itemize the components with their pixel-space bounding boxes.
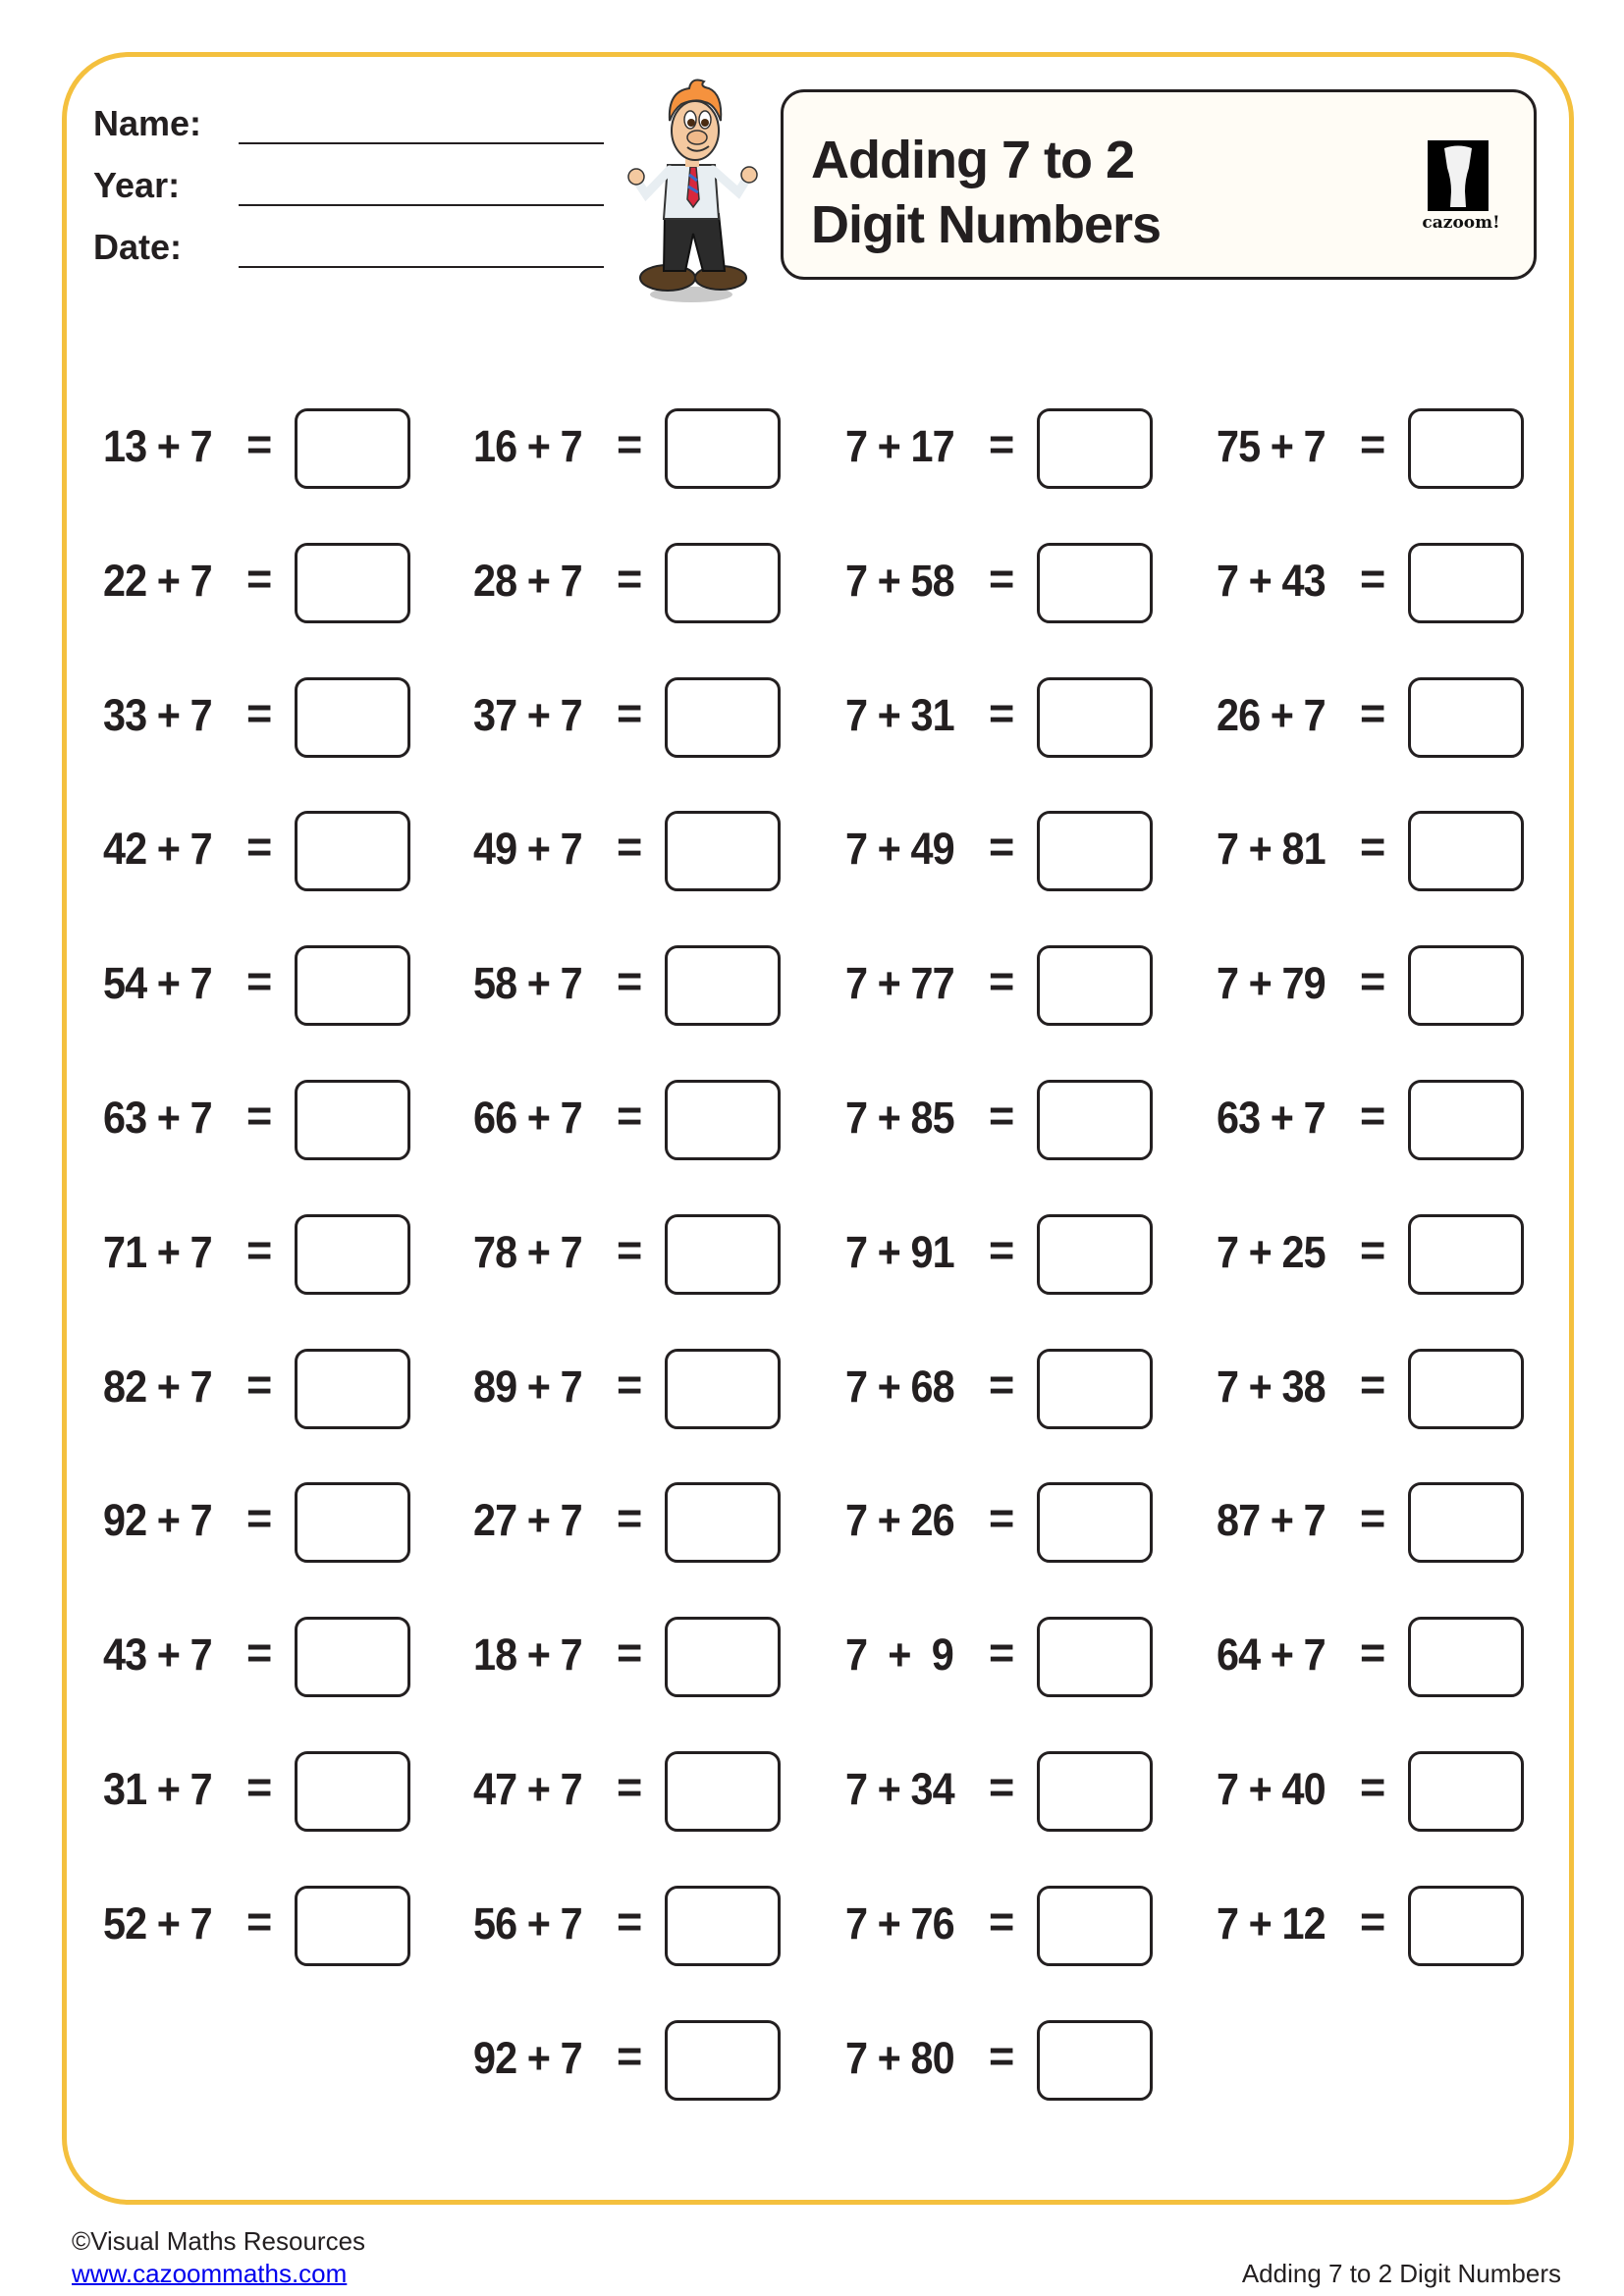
problem-expression: 27 + 7 bbox=[473, 1495, 582, 1545]
problem-expression: 63 + 7 bbox=[103, 1093, 212, 1143]
answer-box[interactable] bbox=[665, 677, 781, 758]
answer-box[interactable] bbox=[295, 543, 410, 623]
answer-box[interactable] bbox=[665, 1080, 781, 1160]
equals-sign: = bbox=[989, 419, 1015, 469]
answer-box[interactable] bbox=[295, 1482, 410, 1563]
problem-item bbox=[103, 408, 410, 489]
equals-sign: = bbox=[246, 1896, 273, 1947]
answer-box[interactable] bbox=[295, 1751, 410, 1832]
problem-item bbox=[103, 677, 410, 758]
answer-box[interactable] bbox=[1037, 2020, 1153, 2101]
answer-box[interactable] bbox=[295, 1617, 410, 1697]
year-field[interactable] bbox=[239, 204, 604, 206]
equals-sign: = bbox=[246, 822, 273, 872]
problem-expression: 7 + 68 bbox=[845, 1362, 954, 1412]
answer-box[interactable] bbox=[295, 1080, 410, 1160]
equals-sign: = bbox=[989, 554, 1015, 604]
problem-item bbox=[473, 677, 781, 758]
problem-expression: 56 + 7 bbox=[473, 1898, 582, 1949]
problem-item bbox=[845, 408, 1153, 489]
answer-box[interactable] bbox=[1408, 811, 1524, 891]
answer-box[interactable] bbox=[1037, 1349, 1153, 1429]
problem-item bbox=[845, 811, 1153, 891]
problem-item bbox=[103, 1886, 410, 1966]
problem-item bbox=[103, 1482, 410, 1563]
answer-box[interactable] bbox=[665, 543, 781, 623]
equals-sign: = bbox=[246, 1091, 273, 1141]
equals-sign: = bbox=[989, 956, 1015, 1006]
problem-item bbox=[103, 1751, 410, 1832]
equals-sign: = bbox=[617, 554, 643, 604]
equals-sign: = bbox=[989, 688, 1015, 738]
problem-item bbox=[845, 1349, 1153, 1429]
problem-item bbox=[103, 945, 410, 1026]
problem-item bbox=[1217, 543, 1524, 623]
problem-item bbox=[845, 2020, 1153, 2101]
equals-sign: = bbox=[1360, 1762, 1386, 1812]
equals-sign: = bbox=[246, 1493, 273, 1543]
problem-item bbox=[103, 1617, 410, 1697]
problem-item bbox=[1217, 1214, 1524, 1295]
equals-sign: = bbox=[1360, 822, 1386, 872]
problem-item bbox=[473, 1482, 781, 1563]
answer-box[interactable] bbox=[665, 945, 781, 1026]
equals-sign: = bbox=[617, 822, 643, 872]
problem-expression: 13 + 7 bbox=[103, 421, 212, 471]
answer-box[interactable] bbox=[295, 1886, 410, 1966]
answer-box[interactable] bbox=[295, 1214, 410, 1295]
problem-expression: 7 + 17 bbox=[845, 421, 954, 471]
problem-item bbox=[473, 1617, 781, 1697]
equals-sign: = bbox=[989, 1091, 1015, 1141]
equals-sign: = bbox=[617, 1360, 643, 1410]
equals-sign: = bbox=[246, 1628, 273, 1678]
answer-box[interactable] bbox=[295, 1349, 410, 1429]
problem-item bbox=[473, 408, 781, 489]
equals-sign: = bbox=[1360, 956, 1386, 1006]
answer-box[interactable] bbox=[1037, 1617, 1153, 1697]
answer-box[interactable] bbox=[1037, 1214, 1153, 1295]
copyright-text: ©Visual Maths Resources bbox=[72, 2226, 366, 2256]
problem-expression: 71 + 7 bbox=[103, 1227, 212, 1277]
problem-item bbox=[845, 677, 1153, 758]
answer-box[interactable] bbox=[665, 1349, 781, 1429]
problem-item bbox=[473, 1751, 781, 1832]
answer-box[interactable] bbox=[1037, 1886, 1153, 1966]
title-box bbox=[781, 89, 1537, 280]
equals-sign: = bbox=[1360, 1091, 1386, 1141]
problem-expression: 7 + 85 bbox=[845, 1093, 954, 1143]
problem-expression: 7 + 49 bbox=[845, 824, 954, 874]
equals-sign: = bbox=[246, 1225, 273, 1275]
problem-expression: 89 + 7 bbox=[473, 1362, 582, 1412]
problem-expression: 7 + 77 bbox=[845, 958, 954, 1008]
equals-sign: = bbox=[246, 688, 273, 738]
answer-box[interactable] bbox=[665, 1214, 781, 1295]
problem-expression: 26 + 7 bbox=[1217, 690, 1326, 740]
equals-sign: = bbox=[617, 1896, 643, 1947]
answer-box[interactable] bbox=[665, 1482, 781, 1563]
problem-expression: 7 + 38 bbox=[1217, 1362, 1326, 1412]
answer-box[interactable] bbox=[1037, 543, 1153, 623]
answer-box[interactable] bbox=[1408, 1214, 1524, 1295]
problem-expression: 64 + 7 bbox=[1217, 1629, 1326, 1680]
problem-item bbox=[473, 811, 781, 891]
problem-expression: 7 + 76 bbox=[845, 1898, 954, 1949]
problem-item bbox=[1217, 811, 1524, 891]
problem-expression: 7 + 40 bbox=[1217, 1764, 1326, 1814]
problem-expression: 33 + 7 bbox=[103, 690, 212, 740]
equals-sign: = bbox=[1360, 1493, 1386, 1543]
problem-item bbox=[103, 1214, 410, 1295]
problem-expression: 7 + 31 bbox=[845, 690, 954, 740]
problem-item bbox=[473, 2020, 781, 2101]
problem-item bbox=[1217, 1349, 1524, 1429]
problem-expression: 92 + 7 bbox=[103, 1495, 212, 1545]
equals-sign: = bbox=[617, 1762, 643, 1812]
problem-item bbox=[845, 1886, 1153, 1966]
problem-item bbox=[473, 1214, 781, 1295]
answer-box[interactable] bbox=[1408, 1482, 1524, 1563]
equals-sign: = bbox=[617, 1091, 643, 1141]
logo-text: cazoom! bbox=[1422, 213, 1500, 233]
equals-sign: = bbox=[989, 1493, 1015, 1543]
problem-item bbox=[1217, 1886, 1524, 1966]
problem-item bbox=[473, 543, 781, 623]
answer-box[interactable] bbox=[1408, 1349, 1524, 1429]
problem-item bbox=[1217, 1482, 1524, 1563]
equals-sign: = bbox=[246, 1360, 273, 1410]
equals-sign: = bbox=[246, 956, 273, 1006]
equals-sign: = bbox=[1360, 419, 1386, 469]
answer-box[interactable] bbox=[1408, 408, 1524, 489]
problem-item bbox=[845, 1080, 1153, 1160]
answer-box[interactable] bbox=[1408, 1886, 1524, 1966]
problem-expression: 7 + 34 bbox=[845, 1764, 954, 1814]
footer-worksheet-title: Adding 7 to 2 Digit Numbers bbox=[1241, 2259, 1561, 2288]
problem-expression: 43 + 7 bbox=[103, 1629, 212, 1680]
equals-sign: = bbox=[1360, 1360, 1386, 1410]
answer-box[interactable] bbox=[1408, 1617, 1524, 1697]
problem-expression: 37 + 7 bbox=[473, 690, 582, 740]
answer-box[interactable] bbox=[295, 811, 410, 891]
equals-sign: = bbox=[246, 1762, 273, 1812]
equals-sign: = bbox=[617, 1225, 643, 1275]
equals-sign: = bbox=[246, 554, 273, 604]
equals-sign: = bbox=[617, 1493, 643, 1543]
problem-expression: 66 + 7 bbox=[473, 1093, 582, 1143]
problem-expression: 7 + 9 bbox=[845, 1629, 953, 1680]
answer-box[interactable] bbox=[1408, 1080, 1524, 1160]
problem-item bbox=[1217, 677, 1524, 758]
equals-sign: = bbox=[989, 822, 1015, 872]
problem-expression: 7 + 26 bbox=[845, 1495, 954, 1545]
answer-box[interactable] bbox=[1408, 543, 1524, 623]
problem-item bbox=[845, 1751, 1153, 1832]
answer-box[interactable] bbox=[1408, 677, 1524, 758]
equals-sign: = bbox=[1360, 1225, 1386, 1275]
answer-box[interactable] bbox=[1037, 1482, 1153, 1563]
problem-expression: 7 + 43 bbox=[1217, 556, 1326, 606]
equals-sign: = bbox=[617, 2031, 643, 2081]
equals-sign: = bbox=[617, 419, 643, 469]
problem-expression: 7 + 79 bbox=[1217, 958, 1326, 1008]
date-label: Date: bbox=[93, 227, 183, 267]
problem-expression: 75 + 7 bbox=[1217, 421, 1326, 471]
problem-expression: 31 + 7 bbox=[103, 1764, 212, 1814]
problem-item bbox=[845, 1214, 1153, 1295]
answer-box[interactable] bbox=[1037, 811, 1153, 891]
problem-item bbox=[473, 1886, 781, 1966]
equals-sign: = bbox=[1360, 554, 1386, 604]
problem-expression: 82 + 7 bbox=[103, 1362, 212, 1412]
problem-item bbox=[1217, 1617, 1524, 1697]
answer-box[interactable] bbox=[665, 1886, 781, 1966]
equals-sign: = bbox=[617, 1628, 643, 1678]
problem-item bbox=[473, 1080, 781, 1160]
problem-expression: 7 + 12 bbox=[1217, 1898, 1326, 1949]
answer-box[interactable] bbox=[1037, 408, 1153, 489]
answer-box[interactable] bbox=[665, 1751, 781, 1832]
problem-expression: 7 + 91 bbox=[845, 1227, 954, 1277]
drum-icon bbox=[1428, 140, 1489, 211]
equals-sign: = bbox=[1360, 1896, 1386, 1947]
problem-expression: 22 + 7 bbox=[103, 556, 212, 606]
name-field[interactable] bbox=[239, 142, 604, 144]
problem-expression: 7 + 25 bbox=[1217, 1227, 1326, 1277]
cartoon-teacher-illustration bbox=[621, 77, 768, 307]
problem-expression: 7 + 80 bbox=[845, 2033, 954, 2083]
answer-box[interactable] bbox=[1037, 1751, 1153, 1832]
problem-expression: 58 + 7 bbox=[473, 958, 582, 1008]
problem-item bbox=[845, 945, 1153, 1026]
answer-box[interactable] bbox=[1037, 1080, 1153, 1160]
problem-item bbox=[473, 1349, 781, 1429]
problem-expression: 54 + 7 bbox=[103, 958, 212, 1008]
problem-expression: 87 + 7 bbox=[1217, 1495, 1326, 1545]
problem-item bbox=[845, 1617, 1153, 1697]
problem-expression: 7 + 81 bbox=[1217, 824, 1326, 874]
problem-item bbox=[103, 1349, 410, 1429]
answer-box[interactable] bbox=[665, 1617, 781, 1697]
equals-sign: = bbox=[989, 2031, 1015, 2081]
problem-expression: 47 + 7 bbox=[473, 1764, 582, 1814]
equals-sign: = bbox=[1360, 688, 1386, 738]
equals-sign: = bbox=[989, 1762, 1015, 1812]
problem-expression: 42 + 7 bbox=[103, 824, 212, 874]
equals-sign: = bbox=[989, 1628, 1015, 1678]
equals-sign: = bbox=[989, 1360, 1015, 1410]
answer-box[interactable] bbox=[1037, 945, 1153, 1026]
equals-sign: = bbox=[989, 1896, 1015, 1947]
problem-item bbox=[1217, 408, 1524, 489]
problem-expression: 16 + 7 bbox=[473, 421, 582, 471]
problem-item bbox=[103, 1080, 410, 1160]
problem-expression: 63 + 7 bbox=[1217, 1093, 1326, 1143]
name-label: Name: bbox=[93, 103, 202, 143]
problem-item bbox=[845, 543, 1153, 623]
problem-item bbox=[473, 945, 781, 1026]
equals-sign: = bbox=[246, 419, 273, 469]
date-field[interactable] bbox=[239, 266, 604, 268]
answer-box[interactable] bbox=[295, 677, 410, 758]
problem-expression: 52 + 7 bbox=[103, 1898, 212, 1949]
answer-box[interactable] bbox=[665, 2020, 781, 2101]
year-label: Year: bbox=[93, 165, 181, 205]
equals-sign: = bbox=[617, 688, 643, 738]
answer-box[interactable] bbox=[295, 945, 410, 1026]
title-line-2: Digit Numbers bbox=[811, 195, 1162, 254]
problem-expression: 18 + 7 bbox=[473, 1629, 582, 1680]
problem-item bbox=[1217, 1080, 1524, 1160]
answer-box[interactable] bbox=[1408, 1751, 1524, 1832]
website-link[interactable]: www.cazoommaths.com bbox=[72, 2259, 348, 2288]
problem-item bbox=[1217, 1751, 1524, 1832]
answer-box[interactable] bbox=[665, 408, 781, 489]
problem-item bbox=[103, 811, 410, 891]
title-line-1: Adding 7 to 2 bbox=[811, 131, 1134, 189]
problem-expression: 7 + 58 bbox=[845, 556, 954, 606]
equals-sign: = bbox=[1360, 1628, 1386, 1678]
answer-box[interactable] bbox=[665, 811, 781, 891]
problem-expression: 49 + 7 bbox=[473, 824, 582, 874]
problem-expression: 28 + 7 bbox=[473, 556, 582, 606]
problem-expression: 78 + 7 bbox=[473, 1227, 582, 1277]
answer-box[interactable] bbox=[295, 408, 410, 489]
equals-sign: = bbox=[617, 956, 643, 1006]
problem-expression: 92 + 7 bbox=[473, 2033, 582, 2083]
problem-item bbox=[103, 543, 410, 623]
problem-item bbox=[1217, 945, 1524, 1026]
answer-box[interactable] bbox=[1037, 677, 1153, 758]
cazoom-logo bbox=[1423, 138, 1501, 237]
equals-sign: = bbox=[989, 1225, 1015, 1275]
problem-item bbox=[845, 1482, 1153, 1563]
answer-box[interactable] bbox=[1408, 945, 1524, 1026]
